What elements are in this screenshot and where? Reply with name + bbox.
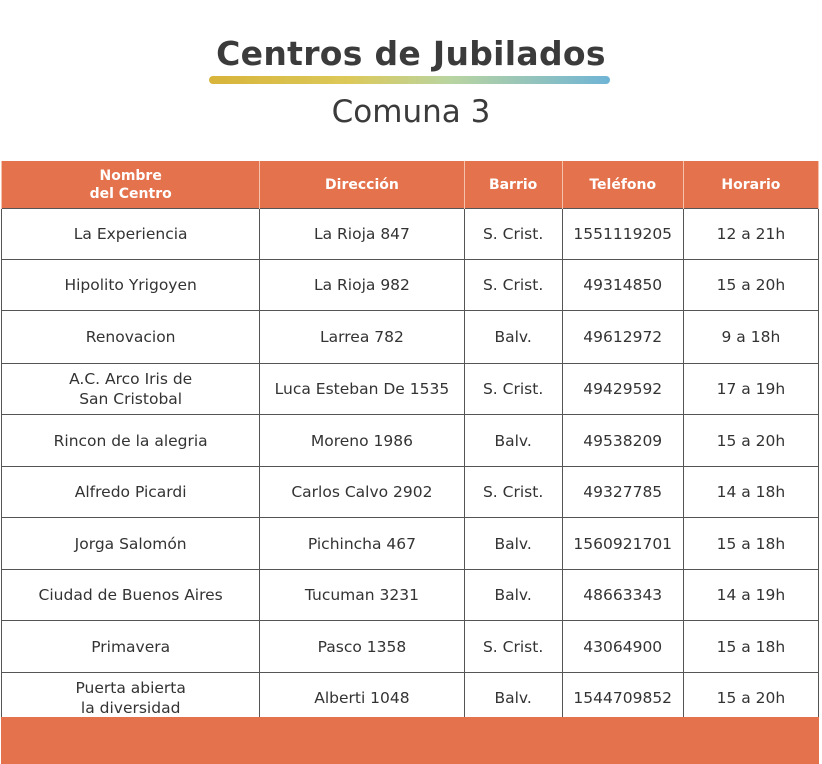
- cell-horario-text: 17 a 19h: [716, 380, 786, 398]
- cell-nombre: [2, 621, 260, 673]
- table-row: [2, 260, 819, 311]
- cell-horario-text: 14 a 18h: [716, 483, 786, 501]
- cell-barrio-text: S. Crist.: [482, 380, 544, 398]
- cell-telefono-text: 49429592: [583, 380, 663, 398]
- cell-barrio: [464, 570, 562, 621]
- cell-nombre: [2, 415, 260, 467]
- cell-horario: [683, 673, 818, 724]
- cell-horario: [683, 311, 818, 364]
- cell-horario-text: 14 a 19h: [716, 586, 786, 604]
- cell-barrio: [464, 415, 562, 467]
- cell-direccion-text: Pasco 1358: [317, 637, 407, 656]
- cell-nombre-text: Jorga Salomón: [74, 534, 187, 553]
- cell-barrio-text: S. Crist.: [482, 276, 544, 294]
- cell-horario-text: 15 a 18h: [716, 534, 786, 553]
- cell-horario: [683, 570, 818, 621]
- cell-telefono: [562, 260, 683, 311]
- cell-telefono: [562, 570, 683, 621]
- cell-horario: [683, 518, 818, 570]
- cell-direccion: [260, 415, 464, 467]
- cell-direccion: [260, 311, 464, 364]
- cell-barrio: [464, 673, 562, 724]
- page-title: Centros de Jubilados: [216, 34, 606, 73]
- cell-direccion-text: Larrea 782: [320, 328, 404, 346]
- cell-direccion: [260, 364, 464, 415]
- cell-barrio-text: Balv.: [494, 586, 532, 604]
- cell-horario: [683, 621, 818, 673]
- cell-direccion-text: Luca Esteban De 1535: [274, 380, 450, 398]
- table-row: [2, 570, 819, 621]
- cell-telefono: [562, 467, 683, 518]
- cell-telefono: [562, 415, 683, 467]
- table-row: [2, 364, 819, 415]
- cell-barrio: [464, 209, 562, 260]
- table-row: [2, 673, 819, 724]
- cell-barrio-text: S. Crist.: [482, 637, 544, 656]
- cell-telefono-text: 48663343: [583, 586, 663, 604]
- column-header-nombre: [2, 161, 260, 209]
- cell-nombre-text: Hipolito Yrigoyen: [64, 276, 197, 294]
- cell-telefono: [562, 621, 683, 673]
- cell-direccion: [260, 621, 464, 673]
- cell-horario-text: 15 a 20h: [716, 689, 786, 707]
- cell-direccion-text: Alberti 1048: [314, 689, 410, 707]
- cell-barrio-text: S. Crist.: [482, 483, 544, 501]
- cell-nombre: [2, 467, 260, 518]
- cell-nombre: [2, 673, 260, 724]
- cell-direccion: [260, 673, 464, 724]
- cell-barrio: [464, 260, 562, 311]
- cell-telefono: [562, 518, 683, 570]
- cell-nombre-text: Primavera: [91, 637, 171, 656]
- cell-direccion-text: Carlos Calvo 2902: [291, 483, 433, 501]
- cell-direccion: [260, 518, 464, 570]
- cell-barrio-text: Balv.: [494, 534, 532, 553]
- cell-telefono-text: 49538209: [583, 431, 663, 450]
- cell-direccion-text: La Rioja 982: [313, 276, 410, 294]
- bottom-bar: [1, 717, 819, 764]
- cell-telefono-text: 49612972: [583, 328, 663, 346]
- cell-nombre: [2, 209, 260, 260]
- cell-barrio-text: S. Crist.: [482, 225, 544, 243]
- table-row: [2, 621, 819, 673]
- table-row: [2, 518, 819, 570]
- cell-direccion: [260, 209, 464, 260]
- cell-telefono: [562, 311, 683, 364]
- cell-direccion: [260, 467, 464, 518]
- page-subtitle: Comuna 3: [331, 94, 491, 130]
- cell-horario: [683, 364, 818, 415]
- cell-direccion: [260, 570, 464, 621]
- cell-telefono-text: 1551119205: [573, 225, 673, 243]
- cell-horario-text: 12 a 21h: [716, 225, 786, 243]
- cell-telefono-text: 49327785: [583, 483, 663, 501]
- table-row: [2, 209, 819, 260]
- column-header-line: del Centro: [89, 185, 172, 202]
- cell-horario: [683, 209, 818, 260]
- cell-barrio: [464, 621, 562, 673]
- centers-table: [1, 161, 819, 724]
- cell-horario: [683, 415, 818, 467]
- cell-horario-text: 9 a 18h: [721, 328, 781, 346]
- cell-nombre-text: Rincon de la alegria: [53, 431, 208, 450]
- cell-direccion-text: Tucuman 3231: [304, 586, 419, 604]
- table-header-row: [2, 161, 819, 209]
- cell-nombre-text: A.C. Arco Iris de: [69, 370, 193, 388]
- cell-barrio: [464, 467, 562, 518]
- cell-nombre: [2, 260, 260, 311]
- cell-telefono: [562, 673, 683, 724]
- cell-horario-text: 15 a 20h: [716, 276, 786, 294]
- cell-direccion-text: Moreno 1986: [310, 431, 413, 450]
- cell-direccion-text: Pichincha 467: [307, 534, 417, 553]
- column-header-barrio: Barrio: [464, 161, 562, 209]
- table-row: [2, 467, 819, 518]
- table-row: [2, 311, 819, 364]
- cell-horario: [683, 467, 818, 518]
- cell-telefono-text: 49314850: [583, 276, 663, 294]
- cell-horario-text: 15 a 18h: [716, 637, 786, 656]
- cell-telefono: [562, 364, 683, 415]
- cell-telefono-text: 1560921701: [573, 534, 673, 553]
- column-header-horario: Horario: [683, 161, 818, 209]
- cell-nombre: [2, 364, 260, 415]
- cell-nombre-text: Alfredo Picardi: [74, 483, 187, 501]
- cell-nombre-text: Puerta abierta: [75, 679, 186, 697]
- table-row: [2, 415, 819, 467]
- cell-barrio-text: Balv.: [494, 328, 532, 346]
- cell-barrio-text: Balv.: [494, 689, 532, 707]
- cell-barrio: [464, 311, 562, 364]
- cell-nombre-text: Renovacion: [85, 328, 176, 346]
- cell-telefono: [562, 209, 683, 260]
- cell-nombre: [2, 570, 260, 621]
- column-header-telefono: Teléfono: [562, 161, 683, 209]
- cell-barrio: [464, 364, 562, 415]
- cell-telefono-text: 1544709852: [573, 689, 673, 707]
- cell-telefono-text: 43064900: [583, 637, 663, 656]
- cell-barrio-text: Balv.: [494, 431, 532, 450]
- cell-nombre: [2, 518, 260, 570]
- cell-barrio: [464, 518, 562, 570]
- cell-nombre-text: La Experiencia: [73, 225, 188, 243]
- cell-nombre-text: la diversidad: [80, 699, 181, 717]
- column-header-direccion: Dirección: [260, 161, 464, 209]
- cell-horario-text: 15 a 20h: [716, 431, 786, 450]
- cell-direccion-text: La Rioja 847: [313, 225, 410, 243]
- cell-horario: [683, 260, 818, 311]
- cell-direccion: [260, 260, 464, 311]
- column-header-line: Nombre: [99, 167, 162, 184]
- cell-nombre: [2, 311, 260, 364]
- cell-nombre-text: San Cristobal: [79, 390, 183, 408]
- cell-nombre-text: Ciudad de Buenos Aires: [38, 586, 223, 604]
- title-underline: [209, 76, 610, 84]
